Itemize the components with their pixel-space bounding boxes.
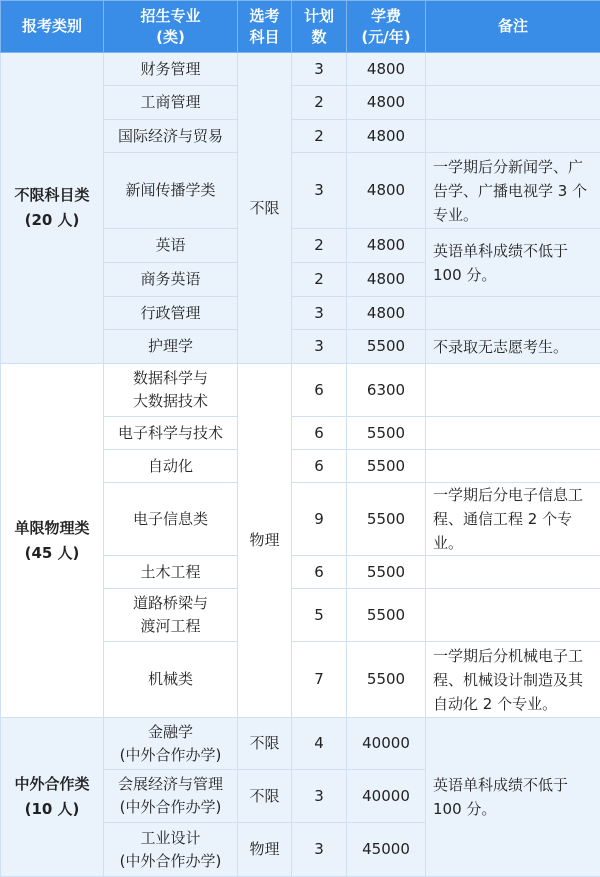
- plan-cell: 3: [292, 770, 347, 823]
- note-cell: [426, 450, 600, 483]
- fee-cell: 5500: [347, 483, 426, 556]
- header-major: 招生专业 (类): [104, 1, 238, 53]
- note-electronic-info: 一学期后分电子信息工程、通信工程 2 个专业。: [426, 483, 600, 556]
- subject-cell: 不限: [238, 53, 292, 364]
- fee-cell: 4800: [347, 263, 426, 297]
- major-cell: 电子信息类: [104, 483, 238, 556]
- fee-cell: 4800: [347, 53, 426, 86]
- note-journalism: 一学期后分新闻学、广告学、广播电视学 3 个专业。: [426, 153, 600, 229]
- note-cell: [426, 556, 600, 589]
- note-cell: [426, 589, 600, 642]
- fee-cell: 5500: [347, 450, 426, 483]
- fee-cell: 4800: [347, 153, 426, 229]
- note-cell: [426, 417, 600, 450]
- major-cell: 道路桥梁与 渡河工程: [104, 589, 238, 642]
- plan-cell: 3: [292, 153, 347, 229]
- fee-cell: 5500: [347, 642, 426, 718]
- plan-cell: 6: [292, 364, 347, 417]
- major-cell: 工商管理: [104, 86, 238, 120]
- fee-cell: 40000: [347, 718, 426, 770]
- fee-cell: 4800: [347, 297, 426, 330]
- plan-cell: 3: [292, 297, 347, 330]
- major-cell: 护理学: [104, 330, 238, 364]
- plan-cell: 2: [292, 229, 347, 263]
- fee-cell: 6300: [347, 364, 426, 417]
- note-cell: [426, 53, 600, 86]
- note-cell: [426, 364, 600, 417]
- fee-cell: 5500: [347, 330, 426, 364]
- plan-cell: 5: [292, 589, 347, 642]
- fee-cell: 4800: [347, 86, 426, 120]
- plan-cell: 3: [292, 823, 347, 877]
- note-english: 英语单科成绩不低于100 分。: [426, 229, 600, 297]
- header-notes: 备注: [426, 1, 600, 53]
- table-row: [1, 718, 600, 770]
- fee-cell: 5500: [347, 589, 426, 642]
- table-row: [1, 53, 600, 86]
- category-cell: 中外合作类 (10 人): [1, 718, 104, 877]
- major-cell: 数据科学与 大数据技术: [104, 364, 238, 417]
- major-cell: 英语: [104, 229, 238, 263]
- plan-cell: 3: [292, 53, 347, 86]
- major-cell: 机械类: [104, 642, 238, 718]
- fee-cell: 5500: [347, 556, 426, 589]
- major-cell: 商务英语: [104, 263, 238, 297]
- note-cell: [426, 120, 600, 153]
- subject-cell: 不限: [238, 718, 292, 770]
- header-row: [1, 1, 600, 53]
- fee-cell: 4800: [347, 229, 426, 263]
- major-cell: 电子科学与技术: [104, 417, 238, 450]
- plan-cell: 6: [292, 417, 347, 450]
- plan-cell: 7: [292, 642, 347, 718]
- subject-cell: 物理: [238, 364, 292, 718]
- subject-cell: 不限: [238, 770, 292, 823]
- plan-cell: 2: [292, 263, 347, 297]
- major-cell: 金融学 (中外合作办学): [104, 718, 238, 770]
- plan-cell: 2: [292, 86, 347, 120]
- plan-cell: 4: [292, 718, 347, 770]
- note-english: 英语单科成绩不低于100 分。: [426, 718, 600, 877]
- note-cell: [426, 297, 600, 330]
- major-cell: 自动化: [104, 450, 238, 483]
- major-cell: 国际经济与贸易: [104, 120, 238, 153]
- fee-cell: 45000: [347, 823, 426, 877]
- note-mechanical: 一学期后分机械电子工程、机械设计制造及其自动化 2 个专业。: [426, 642, 600, 718]
- fee-cell: 4800: [347, 120, 426, 153]
- header-plan: 计划 数: [292, 1, 347, 53]
- header-fee: 学费 (元/年): [347, 1, 426, 53]
- note-nursing: 不录取无志愿考生。: [426, 330, 600, 364]
- major-cell: 行政管理: [104, 297, 238, 330]
- plan-cell: 6: [292, 450, 347, 483]
- major-cell: 土木工程: [104, 556, 238, 589]
- plan-cell: 2: [292, 120, 347, 153]
- plan-cell: 6: [292, 556, 347, 589]
- fee-cell: 40000: [347, 770, 426, 823]
- major-cell: 会展经济与管理 (中外合作办学): [104, 770, 238, 823]
- table-row: [1, 364, 600, 417]
- major-cell: 工业设计 (中外合作办学): [104, 823, 238, 877]
- subject-cell: 物理: [238, 823, 292, 877]
- note-cell: [426, 86, 600, 120]
- plan-cell: 9: [292, 483, 347, 556]
- plan-cell: 3: [292, 330, 347, 364]
- header-subject: 选考 科目: [238, 1, 292, 53]
- header-category: 报考类别: [1, 1, 104, 53]
- category-cell: 不限科目类 (20 人): [1, 53, 104, 364]
- fee-cell: 5500: [347, 417, 426, 450]
- major-cell: 财务管理: [104, 53, 238, 86]
- major-cell: 新闻传播学类: [104, 153, 238, 229]
- category-cell: 单限物理类 (45 人): [1, 364, 104, 718]
